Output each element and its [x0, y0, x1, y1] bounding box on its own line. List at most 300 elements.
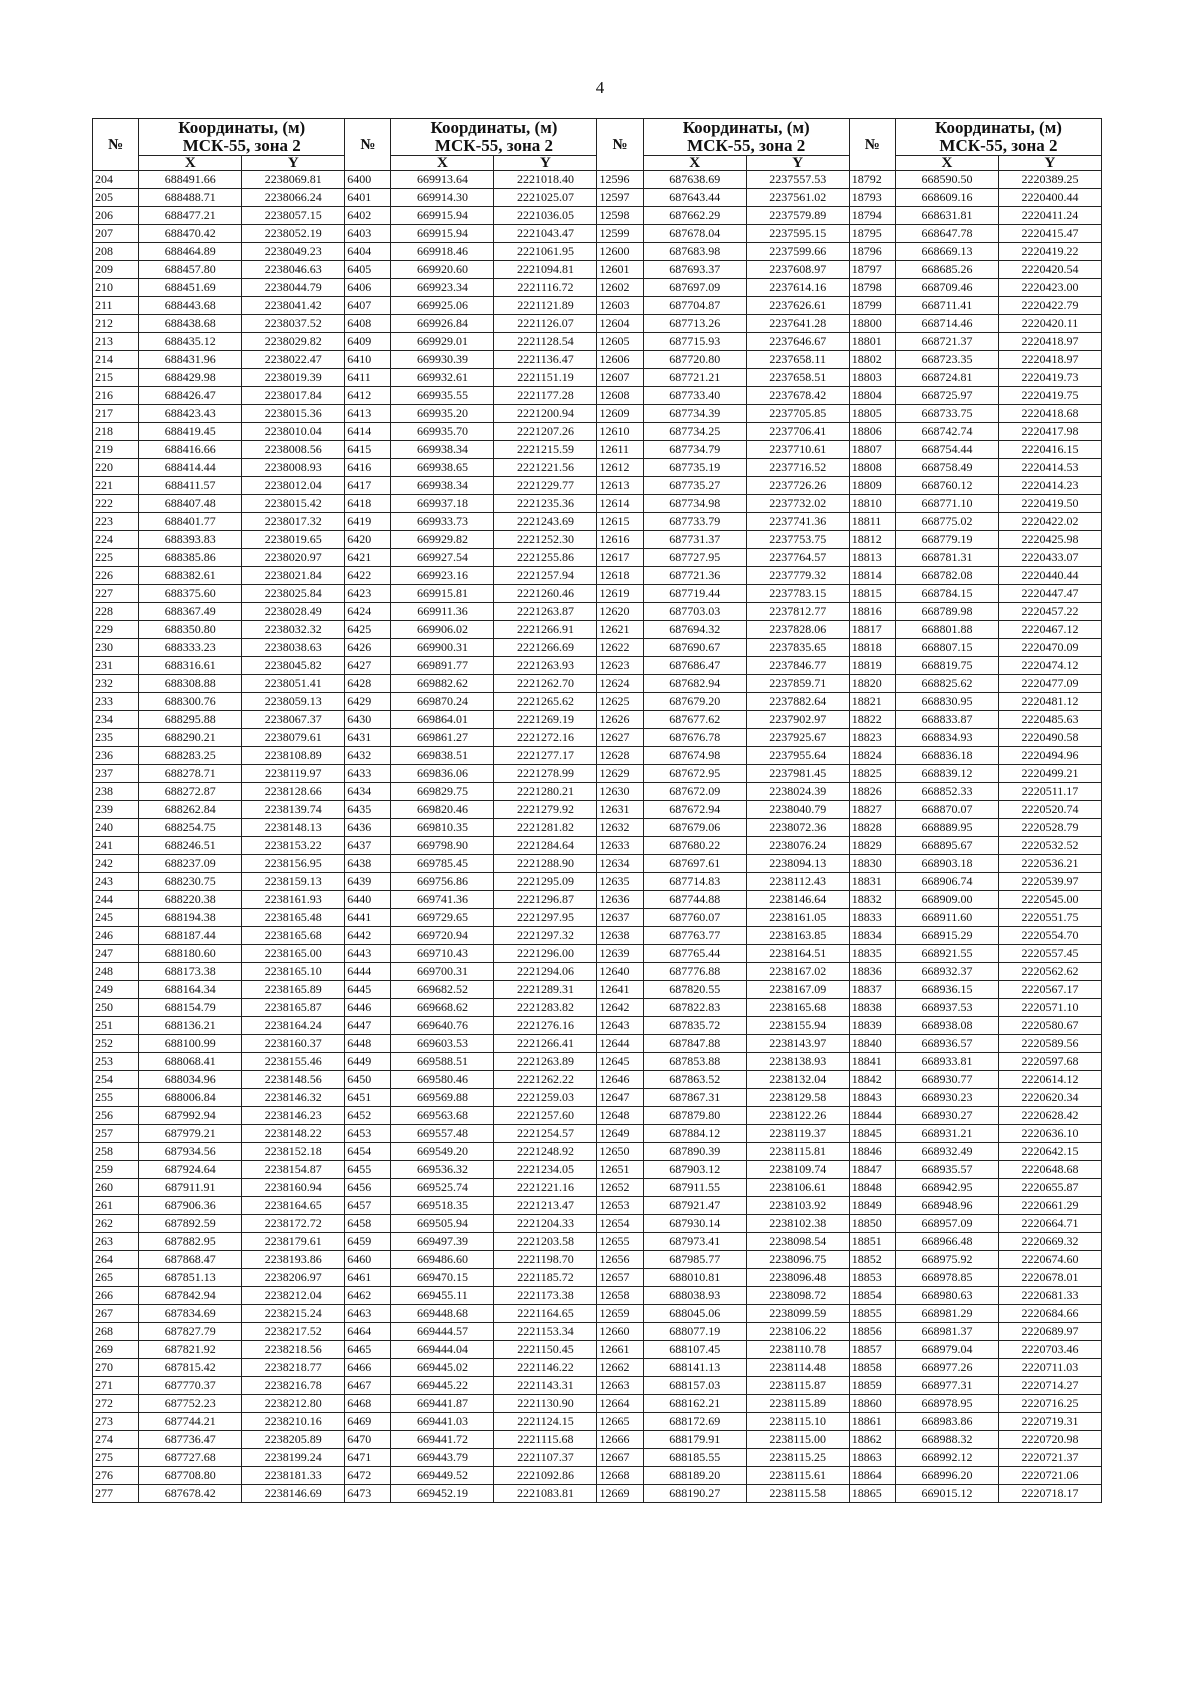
coord-x-cell: 687890.39: [643, 1143, 746, 1161]
coord-y-cell: 2238143.97: [746, 1035, 849, 1053]
coord-x-cell: 669549.20: [391, 1143, 494, 1161]
coord-y-cell: 2220719.31: [998, 1413, 1101, 1431]
coord-y-cell: 2237859.71: [746, 675, 849, 693]
coord-x-cell: 669838.51: [391, 747, 494, 765]
coord-x-cell: 687834.69: [139, 1305, 242, 1323]
point-number-cell: 267: [93, 1305, 139, 1323]
coord-x-cell: 669891.77: [391, 657, 494, 675]
coord-x-cell: 669923.34: [391, 279, 494, 297]
header-coords-2: [391, 119, 597, 156]
point-number-cell: 6448: [345, 1035, 391, 1053]
coord-x-cell: 668789.98: [895, 603, 998, 621]
point-number-cell: 18794: [849, 207, 895, 225]
coord-y-cell: 2220419.73: [998, 369, 1101, 387]
coord-x-cell: 687714.83: [643, 873, 746, 891]
table-row: [93, 819, 1102, 837]
table-row: [93, 567, 1102, 585]
coord-y-cell: 2238115.87: [746, 1377, 849, 1395]
coord-y-cell: 2221263.89: [494, 1053, 597, 1071]
coord-x-cell: 668933.81: [895, 1053, 998, 1071]
point-number-cell: 18841: [849, 1053, 895, 1071]
coord-y-cell: 2237764.57: [746, 549, 849, 567]
coord-y-cell: 2238038.63: [242, 639, 345, 657]
coord-y-cell: 2220664.71: [998, 1215, 1101, 1233]
coord-x-cell: 669444.57: [391, 1323, 494, 1341]
coord-x-cell: 688006.84: [139, 1089, 242, 1107]
coord-x-cell: 668996.20: [895, 1467, 998, 1485]
coord-x-cell: 668819.75: [895, 657, 998, 675]
point-number-cell: 6455: [345, 1161, 391, 1179]
coord-x-cell: 688290.21: [139, 729, 242, 747]
point-number-cell: 12601: [597, 261, 643, 279]
table-row: [93, 1125, 1102, 1143]
coord-x-cell: 669930.39: [391, 351, 494, 369]
coord-y-cell: 2238057.15: [242, 207, 345, 225]
coord-x-cell: 668915.29: [895, 927, 998, 945]
coord-x-cell: 669444.04: [391, 1341, 494, 1359]
point-number-cell: 6414: [345, 423, 391, 441]
coord-x-cell: 668836.18: [895, 747, 998, 765]
table-row: [93, 351, 1102, 369]
table-row: [93, 639, 1102, 657]
coord-y-cell: 2221296.00: [494, 945, 597, 963]
point-number-cell: 224: [93, 531, 139, 549]
coord-x-cell: 687734.39: [643, 405, 746, 423]
coord-x-cell: 669603.53: [391, 1035, 494, 1053]
point-number-cell: 257: [93, 1125, 139, 1143]
coord-y-cell: 2238205.89: [242, 1431, 345, 1449]
point-number-cell: 6438: [345, 855, 391, 873]
point-number-cell: 18801: [849, 333, 895, 351]
point-number-cell: 216: [93, 387, 139, 405]
coord-y-cell: 2238114.48: [746, 1359, 849, 1377]
coord-y-cell: 2238059.13: [242, 693, 345, 711]
table-row: [93, 891, 1102, 909]
point-number-cell: 18816: [849, 603, 895, 621]
coord-x-cell: 669938.65: [391, 459, 494, 477]
coord-x-cell: 687765.44: [643, 945, 746, 963]
page-number: 4: [595, 78, 605, 97]
coord-y-cell: 2238021.84: [242, 567, 345, 585]
coord-y-cell: 2221221.56: [494, 459, 597, 477]
coord-x-cell: 669882.62: [391, 675, 494, 693]
coord-x-cell: 669668.62: [391, 999, 494, 1017]
coord-y-cell: 2237981.45: [746, 765, 849, 783]
point-number-cell: 6423: [345, 585, 391, 603]
point-number-cell: 212: [93, 315, 139, 333]
coord-x-cell: 687674.98: [643, 747, 746, 765]
coord-x-cell: 688426.47: [139, 387, 242, 405]
point-number-cell: 18860: [849, 1395, 895, 1413]
coord-y-cell: 2237783.15: [746, 585, 849, 603]
point-number-cell: 220: [93, 459, 139, 477]
point-number-cell: 244: [93, 891, 139, 909]
coord-x-cell: 688477.21: [139, 207, 242, 225]
coord-y-cell: 2220418.97: [998, 351, 1101, 369]
point-number-cell: 253: [93, 1053, 139, 1071]
coord-x-cell: 687686.47: [643, 657, 746, 675]
coord-x-cell: 668932.37: [895, 963, 998, 981]
coord-y-cell: 2238164.24: [242, 1017, 345, 1035]
point-number-cell: 18854: [849, 1287, 895, 1305]
coord-y-cell: 2237646.67: [746, 333, 849, 351]
point-number-cell: 18843: [849, 1089, 895, 1107]
coord-x-cell: 669518.35: [391, 1197, 494, 1215]
coord-y-cell: 2221126.07: [494, 315, 597, 333]
point-number-cell: 18835: [849, 945, 895, 963]
coord-x-cell: 687721.36: [643, 567, 746, 585]
coord-y-cell: 2220681.33: [998, 1287, 1101, 1305]
point-number-cell: 6436: [345, 819, 391, 837]
point-number-cell: 273: [93, 1413, 139, 1431]
table-row: [93, 189, 1102, 207]
coord-y-cell: 2238165.10: [242, 963, 345, 981]
coord-x-cell: 687821.92: [139, 1341, 242, 1359]
coord-x-cell: 688100.99: [139, 1035, 242, 1053]
coord-y-cell: 2238156.95: [242, 855, 345, 873]
point-number-cell: 12668: [597, 1467, 643, 1485]
point-number-cell: 12656: [597, 1251, 643, 1269]
point-number-cell: 254: [93, 1071, 139, 1089]
point-number-cell: 6437: [345, 837, 391, 855]
coord-y-cell: 2238044.79: [242, 279, 345, 297]
coord-y-cell: 2220551.75: [998, 909, 1101, 927]
point-number-cell: 205: [93, 189, 139, 207]
point-number-cell: 18840: [849, 1035, 895, 1053]
point-number-cell: 223: [93, 513, 139, 531]
point-number-cell: 6450: [345, 1071, 391, 1089]
coord-x-cell: 668723.35: [895, 351, 998, 369]
coord-x-cell: 688411.57: [139, 477, 242, 495]
header-coords-line1: Координаты, (м): [430, 118, 558, 137]
coord-y-cell: 2237557.53: [746, 171, 849, 189]
coord-y-cell: 2221283.82: [494, 999, 597, 1017]
table-row: [93, 1341, 1102, 1359]
coord-x-cell: 687735.27: [643, 477, 746, 495]
coord-x-cell: 688164.34: [139, 981, 242, 999]
coord-x-cell: 668980.63: [895, 1287, 998, 1305]
point-number-cell: 18793: [849, 189, 895, 207]
coord-x-cell: 688107.45: [643, 1341, 746, 1359]
table-row: [93, 981, 1102, 999]
table-row: [93, 693, 1102, 711]
coord-y-cell: 2220580.67: [998, 1017, 1101, 1035]
coord-y-cell: 2237608.97: [746, 261, 849, 279]
point-number-cell: 6418: [345, 495, 391, 513]
coord-y-cell: 2238110.78: [746, 1341, 849, 1359]
coord-x-cell: 688172.69: [643, 1413, 746, 1431]
point-number-cell: 18820: [849, 675, 895, 693]
table-row: [93, 531, 1102, 549]
table-row: [93, 243, 1102, 261]
point-number-cell: 18847: [849, 1161, 895, 1179]
coord-y-cell: 2238161.05: [746, 909, 849, 927]
coord-y-cell: 2237710.61: [746, 441, 849, 459]
coord-x-cell: 687672.95: [643, 765, 746, 783]
coord-y-cell: 2238115.10: [746, 1413, 849, 1431]
coord-x-cell: 687677.62: [643, 711, 746, 729]
coord-y-cell: 2220678.01: [998, 1269, 1101, 1287]
point-number-cell: 272: [93, 1395, 139, 1413]
point-number-cell: 12647: [597, 1089, 643, 1107]
point-number-cell: 18861: [849, 1413, 895, 1431]
coord-x-cell: 668784.15: [895, 585, 998, 603]
coord-x-cell: 688431.96: [139, 351, 242, 369]
point-number-cell: 12599: [597, 225, 643, 243]
coord-y-cell: 2238115.58: [746, 1485, 849, 1503]
coord-y-cell: 2220447.47: [998, 585, 1101, 603]
coord-y-cell: 2238106.61: [746, 1179, 849, 1197]
coord-y-cell: 2220414.53: [998, 459, 1101, 477]
coord-y-cell: 2238153.22: [242, 837, 345, 855]
coord-y-cell: 2220711.03: [998, 1359, 1101, 1377]
coord-y-cell: 2220674.60: [998, 1251, 1101, 1269]
point-number-cell: 262: [93, 1215, 139, 1233]
coord-x-cell: 687842.94: [139, 1287, 242, 1305]
point-number-cell: 18809: [849, 477, 895, 495]
point-number-cell: 12665: [597, 1413, 643, 1431]
coord-x-cell: 688187.44: [139, 927, 242, 945]
coord-y-cell: 2221107.37: [494, 1449, 597, 1467]
coord-y-cell: 2237595.15: [746, 225, 849, 243]
coord-x-cell: 669861.27: [391, 729, 494, 747]
point-number-cell: 6417: [345, 477, 391, 495]
coord-x-cell: 669938.34: [391, 477, 494, 495]
point-number-cell: 6410: [345, 351, 391, 369]
coord-x-cell: 688414.44: [139, 459, 242, 477]
coord-x-cell: 687903.12: [643, 1161, 746, 1179]
point-number-cell: 6411: [345, 369, 391, 387]
table-row: [93, 747, 1102, 765]
coord-y-cell: 2221254.57: [494, 1125, 597, 1143]
coord-y-cell: 2220571.10: [998, 999, 1101, 1017]
coord-x-cell: 687863.52: [643, 1071, 746, 1089]
coord-y-cell: 2221177.28: [494, 387, 597, 405]
coord-y-cell: 2220470.09: [998, 639, 1101, 657]
header-x: X: [391, 156, 494, 171]
coord-x-cell: 668782.08: [895, 567, 998, 585]
coord-x-cell: 668992.12: [895, 1449, 998, 1467]
point-number-cell: 18818: [849, 639, 895, 657]
coord-y-cell: 2238152.18: [242, 1143, 345, 1161]
coord-y-cell: 2220494.96: [998, 747, 1101, 765]
coord-y-cell: 2238037.52: [242, 315, 345, 333]
coord-x-cell: 688316.61: [139, 657, 242, 675]
coord-y-cell: 2237561.02: [746, 189, 849, 207]
coord-y-cell: 2238148.22: [242, 1125, 345, 1143]
coord-y-cell: 2221213.47: [494, 1197, 597, 1215]
point-number-cell: 12659: [597, 1305, 643, 1323]
coord-x-cell: 687721.21: [643, 369, 746, 387]
coord-x-cell: 668742.74: [895, 423, 998, 441]
point-number-cell: 18859: [849, 1377, 895, 1395]
coord-x-cell: 668754.44: [895, 441, 998, 459]
coord-y-cell: 2220440.44: [998, 567, 1101, 585]
coord-x-cell: 687703.03: [643, 603, 746, 621]
point-number-cell: 12602: [597, 279, 643, 297]
coord-x-cell: 669449.52: [391, 1467, 494, 1485]
coord-x-cell: 669536.32: [391, 1161, 494, 1179]
point-number-cell: 242: [93, 855, 139, 873]
coord-y-cell: 2221143.31: [494, 1377, 597, 1395]
coord-x-cell: 668909.00: [895, 891, 998, 909]
point-number-cell: 277: [93, 1485, 139, 1503]
coord-x-cell: 687752.23: [139, 1395, 242, 1413]
coord-y-cell: 2220557.45: [998, 945, 1101, 963]
coord-y-cell: 2237705.85: [746, 405, 849, 423]
coord-x-cell: 687733.79: [643, 513, 746, 531]
coord-x-cell: 687697.09: [643, 279, 746, 297]
table-row: [93, 603, 1102, 621]
coord-x-cell: 668931.21: [895, 1125, 998, 1143]
point-number-cell: 18805: [849, 405, 895, 423]
point-number-cell: 6433: [345, 765, 391, 783]
point-number-cell: 6449: [345, 1053, 391, 1071]
coord-x-cell: 669505.94: [391, 1215, 494, 1233]
coord-x-cell: 668733.75: [895, 405, 998, 423]
coord-x-cell: 688295.88: [139, 711, 242, 729]
coord-y-cell: 2221115.68: [494, 1431, 597, 1449]
coord-y-cell: 2221266.41: [494, 1035, 597, 1053]
coord-y-cell: 2221276.16: [494, 1017, 597, 1035]
coord-x-cell: 687708.80: [139, 1467, 242, 1485]
point-number-cell: 6431: [345, 729, 391, 747]
coord-x-cell: 687744.21: [139, 1413, 242, 1431]
coord-x-cell: 669938.34: [391, 441, 494, 459]
point-number-cell: 229: [93, 621, 139, 639]
coord-x-cell: 668714.46: [895, 315, 998, 333]
table-row: [93, 549, 1102, 567]
point-number-cell: 6468: [345, 1395, 391, 1413]
coord-y-cell: 2220423.00: [998, 279, 1101, 297]
header-coords-1: [139, 119, 345, 156]
coord-y-cell: 2220642.15: [998, 1143, 1101, 1161]
coord-y-cell: 2220520.74: [998, 801, 1101, 819]
coord-y-cell: 2238099.59: [746, 1305, 849, 1323]
coord-y-cell: 2238164.65: [242, 1197, 345, 1215]
coord-y-cell: 2238109.74: [746, 1161, 849, 1179]
coord-y-cell: 2238029.82: [242, 333, 345, 351]
coord-y-cell: 2238015.42: [242, 495, 345, 513]
point-number-cell: 12610: [597, 423, 643, 441]
point-number-cell: 251: [93, 1017, 139, 1035]
coord-x-cell: 669935.55: [391, 387, 494, 405]
point-number-cell: 12622: [597, 639, 643, 657]
coord-y-cell: 2238154.87: [242, 1161, 345, 1179]
coord-y-cell: 2238165.68: [242, 927, 345, 945]
coord-x-cell: 669836.06: [391, 765, 494, 783]
point-number-cell: 12625: [597, 693, 643, 711]
point-number-cell: 6447: [345, 1017, 391, 1035]
coord-y-cell: 2238032.32: [242, 621, 345, 639]
coord-y-cell: 2221262.22: [494, 1071, 597, 1089]
table-row: [93, 909, 1102, 927]
coord-y-cell: 2238028.49: [242, 603, 345, 621]
coord-x-cell: 688220.38: [139, 891, 242, 909]
header-num-4: №: [849, 119, 895, 171]
coord-x-cell: 688230.75: [139, 873, 242, 891]
coord-x-cell: 668889.95: [895, 819, 998, 837]
coord-y-cell: 2220416.15: [998, 441, 1101, 459]
coord-y-cell: 2220418.68: [998, 405, 1101, 423]
coord-x-cell: 687672.09: [643, 783, 746, 801]
coord-x-cell: 687672.94: [643, 801, 746, 819]
coord-x-cell: 669580.46: [391, 1071, 494, 1089]
point-number-cell: 6430: [345, 711, 391, 729]
coord-y-cell: 2220589.56: [998, 1035, 1101, 1053]
coord-y-cell: 2220419.50: [998, 495, 1101, 513]
coord-y-cell: 2221295.09: [494, 873, 597, 891]
coord-x-cell: 668758.49: [895, 459, 998, 477]
point-number-cell: 18848: [849, 1179, 895, 1197]
point-number-cell: 18825: [849, 765, 895, 783]
point-number-cell: 265: [93, 1269, 139, 1287]
point-number-cell: 12643: [597, 1017, 643, 1035]
point-number-cell: 18813: [849, 549, 895, 567]
point-number-cell: 236: [93, 747, 139, 765]
table-row: [93, 1359, 1102, 1377]
table-row: [93, 837, 1102, 855]
table-row: [93, 333, 1102, 351]
point-number-cell: 18864: [849, 1467, 895, 1485]
point-number-cell: 268: [93, 1323, 139, 1341]
coord-x-cell: 668937.53: [895, 999, 998, 1017]
point-number-cell: 12650: [597, 1143, 643, 1161]
coord-x-cell: 687638.69: [643, 171, 746, 189]
coord-x-cell: 669918.46: [391, 243, 494, 261]
coord-x-cell: 687727.95: [643, 549, 746, 567]
point-number-cell: 207: [93, 225, 139, 243]
coord-y-cell: 2238146.64: [746, 891, 849, 909]
coord-x-cell: 669929.01: [391, 333, 494, 351]
table-row: [93, 1053, 1102, 1071]
coord-y-cell: 2238049.23: [242, 243, 345, 261]
coord-y-cell: 2221262.70: [494, 675, 597, 693]
coord-y-cell: 2221235.36: [494, 495, 597, 513]
coord-y-cell: 2238199.24: [242, 1449, 345, 1467]
point-number-cell: 18806: [849, 423, 895, 441]
coord-x-cell: 669015.12: [895, 1485, 998, 1503]
coord-x-cell: 688300.76: [139, 693, 242, 711]
coord-y-cell: 2220597.68: [998, 1053, 1101, 1071]
coord-x-cell: 669497.39: [391, 1233, 494, 1251]
coord-y-cell: 2221215.59: [494, 441, 597, 459]
point-number-cell: 18812: [849, 531, 895, 549]
coord-x-cell: 668711.41: [895, 297, 998, 315]
point-number-cell: 6422: [345, 567, 391, 585]
coord-x-cell: 669870.24: [391, 693, 494, 711]
coord-x-cell: 669914.30: [391, 189, 494, 207]
point-number-cell: 12632: [597, 819, 643, 837]
coord-x-cell: 669756.86: [391, 873, 494, 891]
coord-x-cell: 687882.95: [139, 1233, 242, 1251]
table-row: [93, 1485, 1102, 1503]
coord-x-cell: 687744.88: [643, 891, 746, 909]
coord-x-cell: 669470.15: [391, 1269, 494, 1287]
coord-x-cell: 669443.79: [391, 1449, 494, 1467]
header-coords-line2: МСК-55, зона 2: [434, 136, 554, 155]
coord-x-cell: 668957.09: [895, 1215, 998, 1233]
coord-y-cell: 2220721.37: [998, 1449, 1101, 1467]
point-number-cell: 6420: [345, 531, 391, 549]
header-coords-4: [895, 119, 1101, 156]
coord-y-cell: 2221255.86: [494, 549, 597, 567]
coord-x-cell: 688488.71: [139, 189, 242, 207]
point-number-cell: 18838: [849, 999, 895, 1017]
point-number-cell: 6440: [345, 891, 391, 909]
point-number-cell: 12652: [597, 1179, 643, 1197]
coord-y-cell: 2220669.32: [998, 1233, 1101, 1251]
